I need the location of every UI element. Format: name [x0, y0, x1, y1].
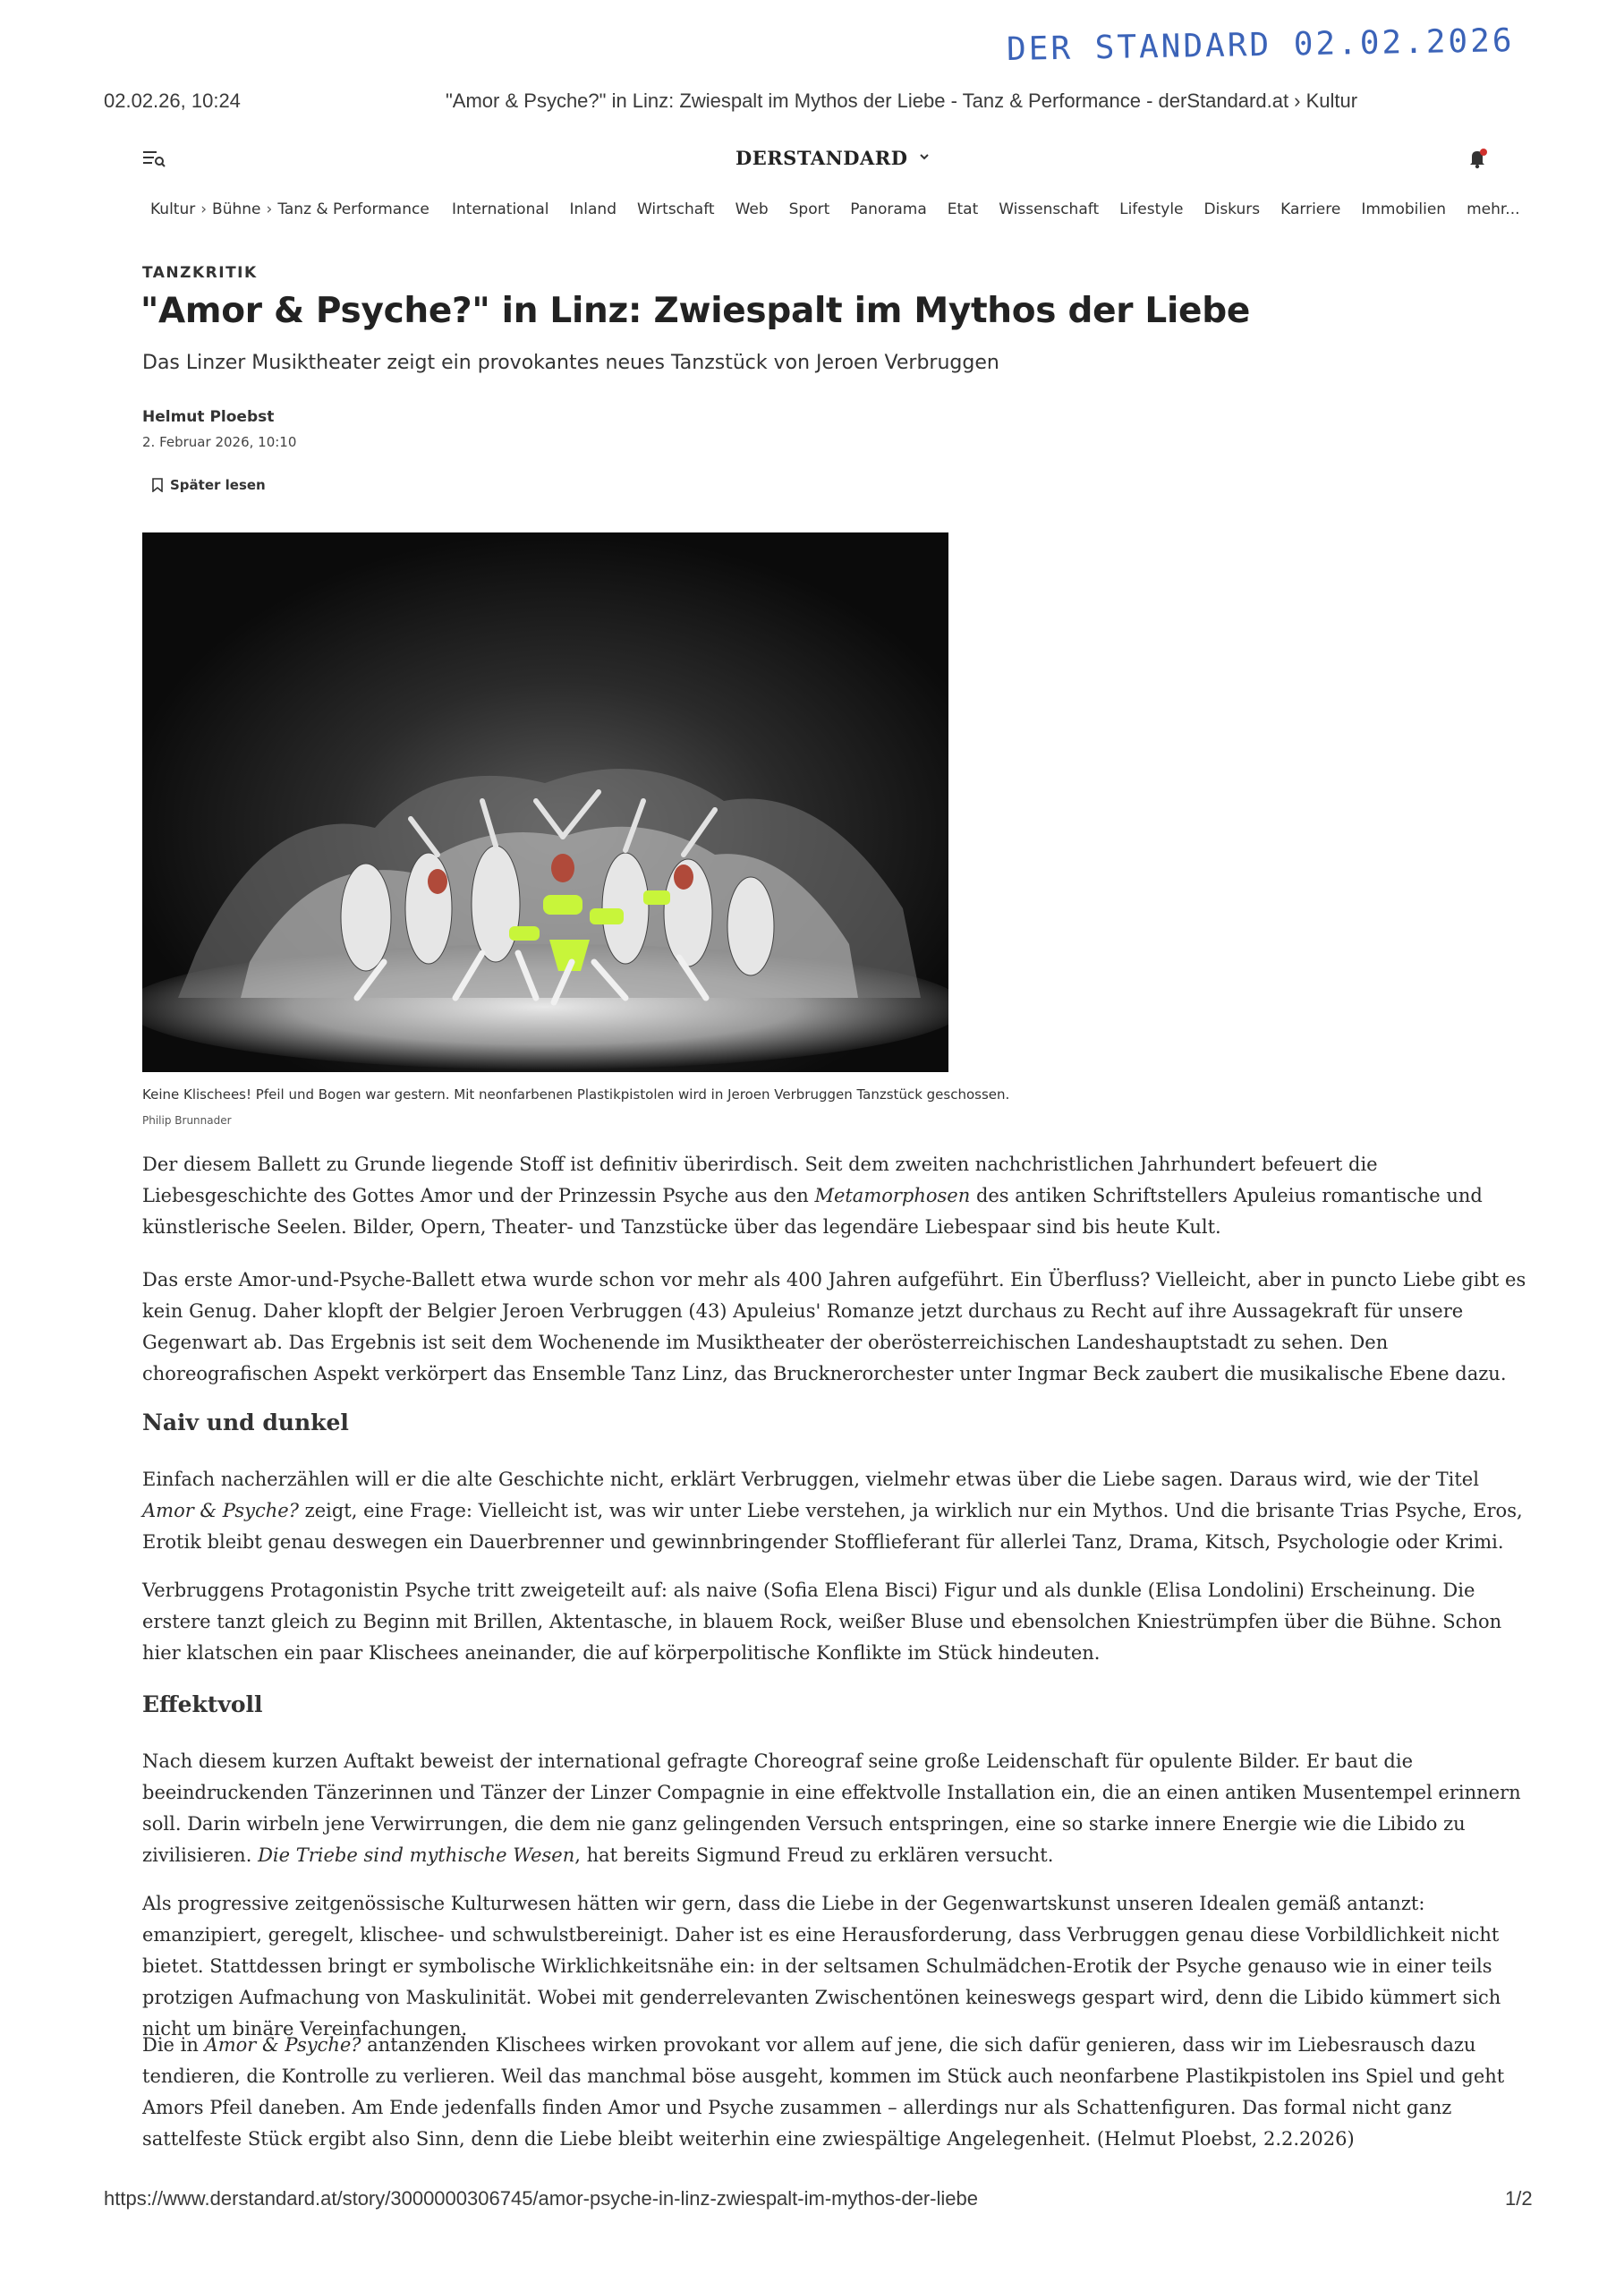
photo-caption: Keine Klischees! Pfeil und Bogen war gestern. Mit neonfarbenen Plastikpistolen wird in Jeroen Verbruggen Tanzstück geschossen.: [142, 1086, 1010, 1103]
breadcrumb-item-kultur[interactable]: Kultur: [150, 200, 196, 218]
section-heading: Effektvoll: [142, 1691, 263, 1717]
article-paragraph: Als progressive zeitgenössische Kulturwesen hätten wir gern, dass die Liebe in der Gegenwartskunst unseren Idealen gemäß antanzt: emanzipiert, geregelt, klischee- und schwulstbereinigt. Daher ist es eine Herausforderung, dass Verbruggen genau diese Vorbildlichkeit nicht bietet. Stattdessen bringt er symbolische Wirklichkeitsnähe ein: in der seltsamen Schulmädchen-Erotik der Psyche genauso wie in einer teils protzigen Aufmachung von Maskulinität. Wobei mit genderrelevanten Zwischentönen keineswegs gespart wird, denn die Libido kümmert sich nicht um binäre Vereinfachungen.: [142, 1893, 1501, 2040]
breadcrumb-separator-icon: ›: [200, 200, 208, 218]
nav-item-sport[interactable]: Sport: [788, 200, 830, 218]
handwritten-date-stamp: DER STANDARD 02.02.2026: [1006, 22, 1515, 68]
print-datetime: 02.02.26, 10:24: [104, 89, 241, 112]
article-author[interactable]: Helmut Ploebst: [142, 408, 275, 426]
breadcrumb-separator-icon: ›: [266, 200, 273, 218]
article-title: "Amor & Psyche?" in Linz: Zwiespalt im Mythos der Liebe: [140, 291, 1250, 331]
site-logo[interactable]: DERSTANDARD: [735, 147, 908, 169]
read-later-label: Später lesen: [170, 477, 266, 493]
notification-bell-icon[interactable]: [1467, 147, 1489, 175]
nav-item-mehr[interactable]: mehr...: [1467, 200, 1520, 218]
main-nav: [452, 200, 1541, 218]
chevron-down-icon[interactable]: [918, 150, 931, 167]
article-photo[interactable]: [142, 532, 948, 1072]
print-footer-url: https://www.derstandard.at/story/3000000306745/amor-psyche-in-linz-zwiespalt-im-mythos-der-liebe: [104, 2187, 978, 2210]
read-later-button[interactable]: [152, 477, 266, 493]
nav-item-diskurs[interactable]: Diskurs: [1203, 200, 1261, 218]
nav-item-wissenschaft[interactable]: Wissenschaft: [999, 200, 1100, 218]
nav-item-inland[interactable]: Inland: [569, 200, 616, 218]
breadcrumb-item-tanz[interactable]: Tanz & Performance: [277, 200, 429, 218]
nav-item-web[interactable]: Web: [735, 200, 769, 218]
article-paragraph: Das erste Amor-und-Psyche-Ballett etwa wurde schon vor mehr als 400 Jahren aufgeführt. Ein Überfluss? Vielleicht, aber in puncto Liebe gibt es kein Genug. Daher klopft der Belgier Jeroen Verbruggen (43) Apuleius' Romanze jetzt durchaus zu Recht auf ihre Aussagekraft für unsere Gegenwart ab. Das Ergebnis ist seit dem Wochenende im Musiktheater der oberösterreichischen Landeshauptstadt zu sehen. Den choreografischen Aspekt verkörpert das Ensemble Tanz Linz, das Brucknerorchester unter Ingmar Beck zaubert die musikalische Ebene dazu.: [142, 1269, 1526, 1384]
article-paragraph: Der diesem Ballett zu Grunde liegende Stoff ist definitiv überirdisch. Seit dem zweiten nachchristlichen Jahrhundert befeuert die Liebesgeschichte des Gottes Amor und der Prinzessin Psyche aus den Metamorphosen des antiken Schriftstellers Apuleius romantische und künstlerische Seelen. Bilder, Opern, Theater- und Tanzstücke über das legendäre Liebespaar sind bis heute Kult.: [142, 1154, 1483, 1238]
article-kicker[interactable]: TANZKRITIK: [142, 264, 258, 282]
nav-item-immobilien[interactable]: Immobilien: [1361, 200, 1447, 218]
article-paragraph: Die in Amor & Psyche? antanzenden Klischees wirken provokant vor allem auf jene, die sich dafür genieren, dass wir im Liebesrausch dazu tendieren, die Kontrolle zu verlieren. Weil das manchmal böse ausgeht, kommen im Stück auch neonfarbene Plastikpistolen ins Spiel und geht Amors Pfeil daneben. Am Ende jedenfalls finden Amor und Psyche zusammen – allerdings nur als Schattenfiguren. Das formal nicht ganz sattelfeste Stück ergibt also Sinn, denn die Liebe bleibt weiterhin eine zwiespältige Angelegenheit. (Helmut Ploebst, 2.2.2026): [142, 2034, 1505, 2150]
section-heading: Naiv und dunkel: [142, 1410, 349, 1435]
menu-search-icon[interactable]: [142, 149, 166, 168]
nav-item-wirtschaft[interactable]: Wirtschaft: [637, 200, 715, 218]
article-paragraph: Verbruggens Protagonistin Psyche tritt zweigeteilt auf: als naive (Sofia Elena Bisci) Figur und als dunkle (Elisa Londolini) Erscheinung. Die erstere tanzt gleich zu Beginn mit Brillen, Aktentasche, in blauem Rock, weißer Bluse und ebensolchen Kniestrümpfen über die Bühne. Schon hier klatschen ein paar Klischees aneinander, die auf körperpolitische Konflikte im Stück hindeuten.: [142, 1580, 1502, 1664]
article-subtitle: Das Linzer Musiktheater zeigt ein provokantes neues Tanzstück von Jeroen Verbruggen: [142, 352, 999, 374]
nav-item-etat[interactable]: Etat: [947, 200, 979, 218]
print-page-number: 1/2: [1505, 2187, 1533, 2210]
breadcrumb: [150, 200, 429, 218]
bookmark-icon: [152, 478, 163, 492]
nav-item-panorama[interactable]: Panorama: [850, 200, 927, 218]
print-page-title: "Amor & Psyche?" in Linz: Zwiespalt im Mythos der Liebe - Tanz & Performance - derStandard.at › Kultur: [446, 89, 1358, 112]
breadcrumb-item-buehne[interactable]: Bühne: [212, 200, 261, 218]
nav-item-lifestyle[interactable]: Lifestyle: [1119, 200, 1184, 218]
nav-item-karriere[interactable]: Karriere: [1280, 200, 1341, 218]
article-paragraph: Nach diesem kurzen Auftakt beweist der international gefragte Choreograf seine große Leidenschaft für opulente Bilder. Er baut die beeindruckenden Tänzerinnen und Tänzer der Linzer Compagnie in eine effektvolle Installation ein, die an einen antiken Musentempel erinnern soll. Darin wirbeln jene Verwirrungen, die dem nie ganz gelingenden Versuch entspringen, eine so starke innere Energie wie die Libido zu zivilisieren. Die Triebe sind mythische Wesen, hat bereits Sigmund Freud zu erklären versucht.: [142, 1750, 1521, 1866]
nav-item-international[interactable]: International: [452, 200, 549, 218]
photo-credit: Philip Brunnader: [142, 1114, 232, 1127]
article-paragraph: Einfach nacherzählen will er die alte Geschichte nicht, erklärt Verbruggen, vielmehr etwas über die Liebe sagen. Daraus wird, wie der Titel Amor & Psyche? zeigt, eine Frage: Vielleicht ist, was wir unter Liebe verstehen, ja wirklich nur ein Mythos. Und die brisante Trias Psyche, Eros, Erotik bleibt genau deswegen ein Dauerbrenner und gewinnbringender Stofflieferant für allerlei Tanz, Drama, Kitsch, Psychologie oder Krimi.: [142, 1469, 1523, 1553]
article-date: 2. Februar 2026, 10:10: [142, 434, 297, 450]
